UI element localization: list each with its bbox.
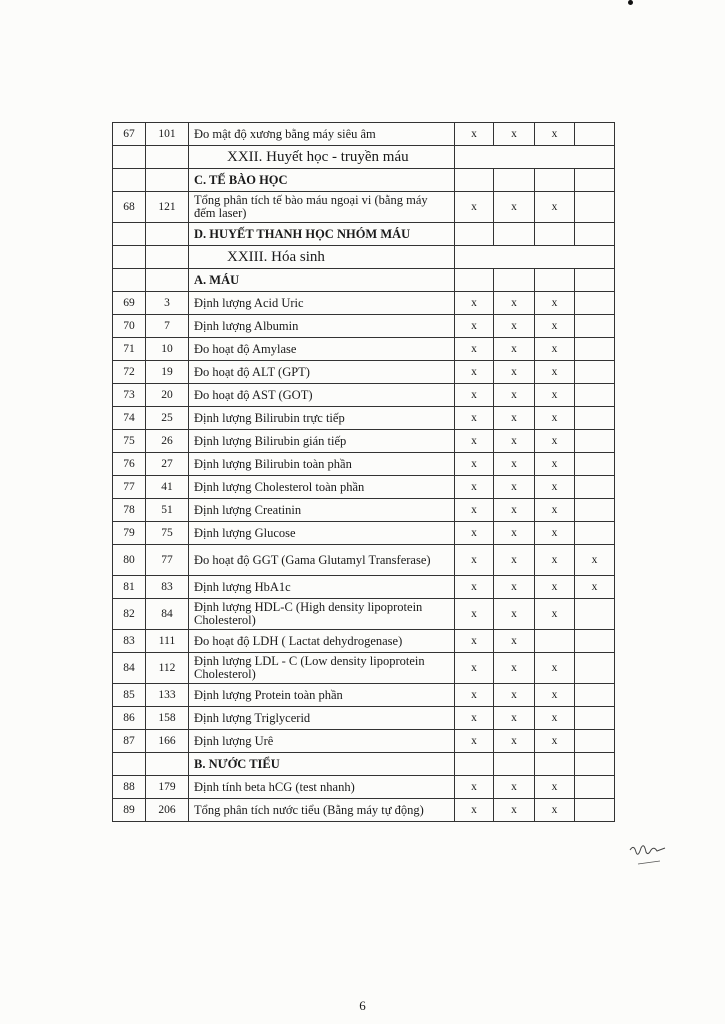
mark-cell: x xyxy=(455,338,494,361)
service-name-cell: Định lượng Glucose xyxy=(189,522,455,545)
code-cell: 77 xyxy=(146,545,189,576)
mark-cell xyxy=(575,315,615,338)
mark-cell: x xyxy=(494,453,535,476)
empty-cell xyxy=(113,169,146,192)
empty-cell xyxy=(535,169,575,192)
code-cell: 26 xyxy=(146,430,189,453)
mark-cell: x xyxy=(535,599,575,630)
section-row xyxy=(113,246,615,269)
handwritten-signature xyxy=(628,840,678,875)
table-row xyxy=(113,576,615,599)
mark-cell: x xyxy=(494,192,535,223)
mark-cell: x xyxy=(455,315,494,338)
code-cell: 75 xyxy=(146,522,189,545)
subsection-title: A. MÁU xyxy=(189,269,455,292)
row-number-cell: 77 xyxy=(113,476,146,499)
mark-cell: x xyxy=(535,453,575,476)
mark-cell xyxy=(575,730,615,753)
service-name-cell: Định lượng Albumin xyxy=(189,315,455,338)
row-number-cell: 80 xyxy=(113,545,146,576)
section-row xyxy=(113,146,615,169)
mark-cell xyxy=(575,407,615,430)
table-row xyxy=(113,453,615,476)
empty-cell xyxy=(146,753,189,776)
row-number-cell: 88 xyxy=(113,776,146,799)
row-number-cell: 84 xyxy=(113,653,146,684)
empty-cell xyxy=(146,146,189,169)
code-cell: 41 xyxy=(146,476,189,499)
row-number-cell: 69 xyxy=(113,292,146,315)
row-number-cell: 71 xyxy=(113,338,146,361)
mark-cell: x xyxy=(455,384,494,407)
code-cell: 121 xyxy=(146,192,189,223)
code-cell: 179 xyxy=(146,776,189,799)
service-name-cell: Định lượng Triglycerid xyxy=(189,707,455,730)
row-number-cell: 73 xyxy=(113,384,146,407)
mark-cell: x xyxy=(494,338,535,361)
section-title: XXII. Huyết học - truyền máu xyxy=(189,146,455,169)
service-name-cell: Đo hoạt độ LDH ( Lactat dehydrogenase) xyxy=(189,630,455,653)
code-cell: 101 xyxy=(146,123,189,146)
service-name-cell: Đo hoạt độ ALT (GPT) xyxy=(189,361,455,384)
empty-cell xyxy=(494,753,535,776)
row-number-cell: 82 xyxy=(113,599,146,630)
mark-cell: x xyxy=(455,684,494,707)
row-number-cell: 86 xyxy=(113,707,146,730)
empty-cell xyxy=(455,146,615,169)
code-cell: 51 xyxy=(146,499,189,522)
mark-cell xyxy=(575,799,615,822)
service-name-cell: Định lượng Protein toàn phần xyxy=(189,684,455,707)
subheader-row xyxy=(113,269,615,292)
mark-cell: x xyxy=(535,384,575,407)
table-row xyxy=(113,361,615,384)
empty-cell xyxy=(455,169,494,192)
table-row xyxy=(113,338,615,361)
mark-cell: x xyxy=(494,653,535,684)
mark-cell: x xyxy=(535,407,575,430)
mark-cell: x xyxy=(494,730,535,753)
mark-cell: x xyxy=(494,576,535,599)
mark-cell xyxy=(575,630,615,653)
mark-cell xyxy=(575,338,615,361)
table-row xyxy=(113,730,615,753)
mark-cell: x xyxy=(494,384,535,407)
mark-cell: x xyxy=(455,192,494,223)
service-name-cell: Đo mật độ xương bằng máy siêu âm xyxy=(189,123,455,146)
mark-cell: x xyxy=(455,799,494,822)
mark-cell xyxy=(575,707,615,730)
mark-cell: x xyxy=(455,476,494,499)
mark-cell: x xyxy=(494,799,535,822)
empty-cell xyxy=(494,223,535,246)
empty-cell xyxy=(146,246,189,269)
mark-cell: x xyxy=(494,476,535,499)
mark-cell: x xyxy=(455,545,494,576)
table-row xyxy=(113,522,615,545)
row-number-cell: 74 xyxy=(113,407,146,430)
row-number-cell: 81 xyxy=(113,576,146,599)
code-cell: 20 xyxy=(146,384,189,407)
service-table xyxy=(112,122,615,822)
mark-cell: x xyxy=(535,545,575,576)
mark-cell: x xyxy=(535,730,575,753)
table-row xyxy=(113,192,615,223)
mark-cell: x xyxy=(575,576,615,599)
service-name-cell: Định lượng Cholesterol toàn phần xyxy=(189,476,455,499)
mark-cell: x xyxy=(494,545,535,576)
service-name-cell: Định lượng Bilirubin toàn phần xyxy=(189,453,455,476)
mark-cell: x xyxy=(494,407,535,430)
mark-cell: x xyxy=(455,407,494,430)
empty-cell xyxy=(146,269,189,292)
row-number-cell: 75 xyxy=(113,430,146,453)
code-cell: 84 xyxy=(146,599,189,630)
service-name-cell: Tổng phân tích tế bào máu ngoại vi (bằng máy đếm laser) xyxy=(189,192,455,223)
code-cell: 10 xyxy=(146,338,189,361)
mark-cell: x xyxy=(535,430,575,453)
service-name-cell: Đo hoạt độ Amylase xyxy=(189,338,455,361)
service-name-cell: Định lượng Acid Uric xyxy=(189,292,455,315)
service-name-cell: Định lượng Urê xyxy=(189,730,455,753)
mark-cell xyxy=(575,292,615,315)
service-name-cell: Định lượng Bilirubin trực tiếp xyxy=(189,407,455,430)
empty-cell xyxy=(535,269,575,292)
subsection-title: D. HUYẾT THANH HỌC NHÓM MÁU xyxy=(189,223,455,246)
mark-cell: x xyxy=(455,361,494,384)
table-body xyxy=(113,123,615,822)
mark-cell: x xyxy=(535,799,575,822)
mark-cell: x xyxy=(535,476,575,499)
code-cell: 7 xyxy=(146,315,189,338)
mark-cell: x xyxy=(494,776,535,799)
empty-cell xyxy=(455,223,494,246)
table-row xyxy=(113,707,615,730)
mark-cell: x xyxy=(535,707,575,730)
code-cell: 25 xyxy=(146,407,189,430)
service-name-cell: Định tính beta hCG (test nhanh) xyxy=(189,776,455,799)
empty-cell xyxy=(575,169,615,192)
mark-cell xyxy=(575,776,615,799)
page-number: 6 xyxy=(359,998,366,1013)
mark-cell: x xyxy=(494,684,535,707)
code-cell: 111 xyxy=(146,630,189,653)
mark-cell: x xyxy=(494,292,535,315)
mark-cell: x xyxy=(494,361,535,384)
row-number-cell: 83 xyxy=(113,630,146,653)
empty-cell xyxy=(146,223,189,246)
empty-cell xyxy=(455,753,494,776)
code-cell: 133 xyxy=(146,684,189,707)
mark-cell: x xyxy=(455,430,494,453)
empty-cell xyxy=(455,269,494,292)
mark-cell: x xyxy=(535,361,575,384)
ink-dot xyxy=(628,0,633,5)
table-row xyxy=(113,476,615,499)
mark-cell: x xyxy=(535,338,575,361)
code-cell: 158 xyxy=(146,707,189,730)
mark-cell xyxy=(575,476,615,499)
mark-cell xyxy=(575,684,615,707)
row-number-cell: 89 xyxy=(113,799,146,822)
row-number-cell: 70 xyxy=(113,315,146,338)
mark-cell xyxy=(575,599,615,630)
table-row xyxy=(113,315,615,338)
mark-cell: x xyxy=(494,707,535,730)
empty-cell xyxy=(575,223,615,246)
mark-cell: x xyxy=(455,730,494,753)
mark-cell: x xyxy=(494,499,535,522)
mark-cell: x xyxy=(494,123,535,146)
subheader-row xyxy=(113,223,615,246)
table-row xyxy=(113,630,615,653)
row-number-cell: 67 xyxy=(113,123,146,146)
mark-cell: x xyxy=(494,522,535,545)
empty-cell xyxy=(113,269,146,292)
mark-cell: x xyxy=(535,315,575,338)
mark-cell: x xyxy=(575,545,615,576)
mark-cell xyxy=(575,361,615,384)
empty-cell xyxy=(494,169,535,192)
table-row xyxy=(113,684,615,707)
mark-cell: x xyxy=(455,292,494,315)
table-row xyxy=(113,292,615,315)
empty-cell xyxy=(575,269,615,292)
table-row xyxy=(113,407,615,430)
table-row xyxy=(113,430,615,453)
empty-cell xyxy=(113,146,146,169)
mark-cell xyxy=(575,453,615,476)
mark-cell xyxy=(575,499,615,522)
mark-cell: x xyxy=(455,123,494,146)
table-row xyxy=(113,799,615,822)
mark-cell xyxy=(575,123,615,146)
subheader-row xyxy=(113,169,615,192)
table-row xyxy=(113,599,615,630)
table-row xyxy=(113,653,615,684)
mark-cell xyxy=(575,192,615,223)
mark-cell: x xyxy=(455,707,494,730)
empty-cell xyxy=(535,753,575,776)
mark-cell: x xyxy=(535,684,575,707)
empty-cell xyxy=(113,246,146,269)
row-number-cell: 72 xyxy=(113,361,146,384)
mark-cell: x xyxy=(494,430,535,453)
empty-cell xyxy=(535,223,575,246)
table-row xyxy=(113,776,615,799)
row-number-cell: 85 xyxy=(113,684,146,707)
row-number-cell: 76 xyxy=(113,453,146,476)
empty-cell xyxy=(494,269,535,292)
mark-cell: x xyxy=(455,499,494,522)
service-name-cell: Định lượng HbA1c xyxy=(189,576,455,599)
code-cell: 166 xyxy=(146,730,189,753)
mark-cell xyxy=(575,653,615,684)
mark-cell xyxy=(575,430,615,453)
mark-cell: x xyxy=(455,599,494,630)
mark-cell: x xyxy=(535,776,575,799)
service-name-cell: Tổng phân tích nước tiểu (Bằng máy tự động) xyxy=(189,799,455,822)
mark-cell: x xyxy=(455,522,494,545)
empty-cell xyxy=(113,223,146,246)
mark-cell: x xyxy=(494,315,535,338)
mark-cell: x xyxy=(455,630,494,653)
mark-cell: x xyxy=(455,576,494,599)
empty-cell xyxy=(113,753,146,776)
service-name-cell: Định lượng LDL - C (Low density lipoprotein Cholesterol) xyxy=(189,653,455,684)
row-number-cell: 79 xyxy=(113,522,146,545)
table-row xyxy=(113,384,615,407)
service-name-cell: Đo hoạt độ GGT (Gama Glutamyl Transferase) xyxy=(189,545,455,576)
service-name-cell: Định lượng HDL-C (High density lipoprotein Cholesterol) xyxy=(189,599,455,630)
mark-cell: x xyxy=(494,630,535,653)
row-number-cell: 78 xyxy=(113,499,146,522)
section-title: XXIII. Hóa sinh xyxy=(189,246,455,269)
service-name-cell: Định lượng Creatinin xyxy=(189,499,455,522)
mark-cell: x xyxy=(455,653,494,684)
service-name-cell: Định lượng Bilirubin gián tiếp xyxy=(189,430,455,453)
code-cell: 3 xyxy=(146,292,189,315)
code-cell: 83 xyxy=(146,576,189,599)
mark-cell: x xyxy=(535,192,575,223)
mark-cell: x xyxy=(535,653,575,684)
row-number-cell: 87 xyxy=(113,730,146,753)
mark-cell: x xyxy=(535,576,575,599)
mark-cell: x xyxy=(455,453,494,476)
subheader-row xyxy=(113,753,615,776)
empty-cell xyxy=(455,246,615,269)
mark-cell: x xyxy=(535,522,575,545)
code-cell: 19 xyxy=(146,361,189,384)
service-name-cell: Đo hoạt độ AST (GOT) xyxy=(189,384,455,407)
mark-cell: x xyxy=(535,292,575,315)
empty-cell xyxy=(575,753,615,776)
empty-cell xyxy=(146,169,189,192)
code-cell: 112 xyxy=(146,653,189,684)
row-number-cell: 68 xyxy=(113,192,146,223)
mark-cell: x xyxy=(455,776,494,799)
table-row xyxy=(113,123,615,146)
table-row xyxy=(113,499,615,522)
mark-cell: x xyxy=(494,599,535,630)
table-row xyxy=(113,545,615,576)
mark-cell: x xyxy=(535,123,575,146)
mark-cell xyxy=(535,630,575,653)
code-cell: 27 xyxy=(146,453,189,476)
mark-cell: x xyxy=(535,499,575,522)
mark-cell xyxy=(575,384,615,407)
mark-cell xyxy=(575,522,615,545)
code-cell: 206 xyxy=(146,799,189,822)
subsection-title: B. NƯỚC TIỂU xyxy=(189,753,455,776)
subsection-title: C. TẾ BÀO HỌC xyxy=(189,169,455,192)
